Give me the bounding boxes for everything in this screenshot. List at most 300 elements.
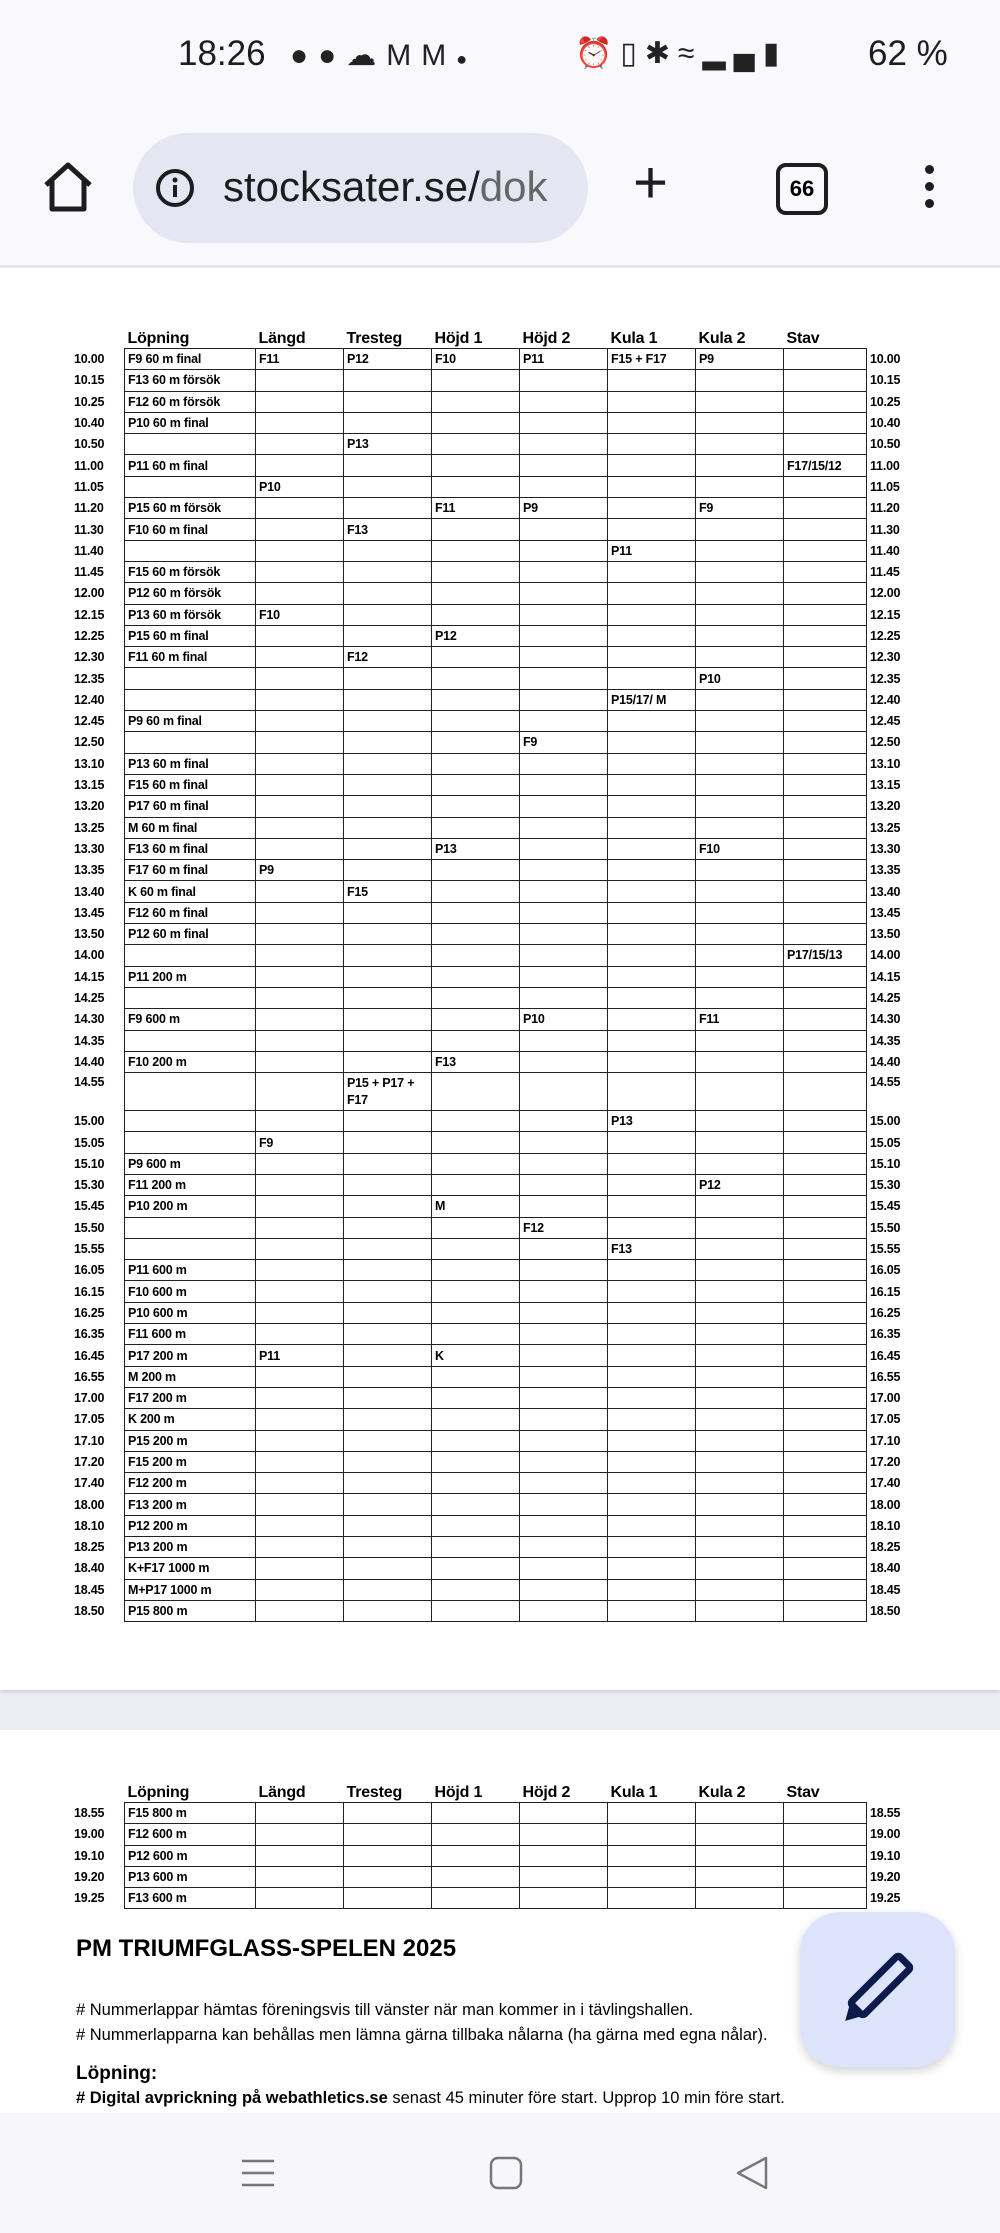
tresteg-cell	[344, 1324, 432, 1345]
tresteg-cell	[344, 1345, 432, 1366]
time-cell: 11.40	[74, 543, 104, 558]
kula2-cell	[696, 1153, 784, 1174]
kula2-cell	[696, 689, 784, 710]
table-row	[71, 1387, 909, 1408]
time-right-cell: 12.45	[870, 714, 901, 729]
stav-cell	[784, 1111, 867, 1132]
tresteg-cell	[344, 1473, 432, 1494]
tresteg-cell	[344, 1260, 432, 1281]
hojd2-cell	[520, 1153, 608, 1174]
browser-toolbar	[0, 115, 1000, 267]
hojd2-cell	[520, 1515, 608, 1536]
langd-cell	[256, 711, 344, 732]
lopning-cell: F9 60 m final	[125, 349, 256, 370]
stav-cell	[784, 1579, 867, 1600]
time-cell: 18.10	[74, 1518, 105, 1533]
column-header-tresteg: Tresteg	[346, 330, 403, 347]
wifi-icon: ≈	[678, 37, 703, 70]
time-right-cell: 10.40	[870, 416, 901, 431]
lopning-cell: P11 600 m	[125, 1260, 256, 1281]
hojd1-cell	[432, 902, 520, 923]
lopning-cell: F12 60 m final	[125, 902, 256, 923]
kula1-cell	[608, 1051, 696, 1072]
lopning-cell: P12 600 m	[125, 1845, 256, 1866]
table-row	[71, 732, 909, 753]
time-right-cell: 10.50	[870, 437, 901, 452]
recents-menu-icon[interactable]	[240, 2155, 276, 2191]
langd-cell	[256, 647, 344, 668]
hojd2-cell	[520, 370, 608, 391]
table-row	[71, 711, 909, 732]
langd-cell	[256, 924, 344, 945]
kula1-cell	[608, 711, 696, 732]
kula2-cell	[696, 1600, 784, 1621]
table-row	[71, 1803, 909, 1824]
table-row	[71, 1888, 909, 1909]
hojd2-cell	[520, 1803, 608, 1824]
tresteg-cell	[344, 1451, 432, 1472]
klart-weather-icon: ☁	[346, 39, 387, 72]
time-right-cell: 14.25	[870, 991, 901, 1006]
hojd1-cell	[432, 583, 520, 604]
table-row	[71, 1430, 909, 1451]
hojd1-cell	[432, 647, 520, 668]
hojd2-cell	[520, 1430, 608, 1451]
hojd1-cell	[432, 987, 520, 1008]
kula2-cell	[696, 434, 784, 455]
table-row	[71, 391, 909, 412]
lopning-cell: P17 200 m	[125, 1345, 256, 1366]
hojd1-cell	[432, 1030, 520, 1051]
kula1-cell	[608, 647, 696, 668]
tresteg-cell	[344, 987, 432, 1008]
column-header-hojd1: Höjd 1	[434, 330, 483, 347]
hojd2-cell	[520, 1051, 608, 1072]
new-tab-icon[interactable]: +	[633, 149, 669, 216]
hojd1-cell	[432, 966, 520, 987]
column-header-time	[71, 1780, 125, 1803]
time-cell: 12.30	[74, 650, 105, 665]
hojd1-cell	[432, 1281, 520, 1302]
table-row	[71, 455, 909, 476]
time-cell: 17.20	[74, 1454, 105, 1469]
kula2-cell	[696, 1217, 784, 1238]
hojd2-cell	[520, 902, 608, 923]
stav-cell	[784, 668, 867, 689]
edit-fab-button[interactable]	[800, 1912, 955, 2067]
langd-cell	[256, 668, 344, 689]
hojd2-cell	[520, 1537, 608, 1558]
time-right-cell: 19.20	[870, 1870, 901, 1885]
lopning-cell: F12 600 m	[125, 1824, 256, 1845]
hojd2-cell	[520, 881, 608, 902]
time-cell: 12.40	[74, 692, 105, 707]
tresteg-cell	[344, 1430, 432, 1451]
hojd1-cell	[432, 561, 520, 582]
home-square-icon[interactable]	[488, 2155, 524, 2191]
hojd1-cell	[432, 1366, 520, 1387]
time-right-cell: 12.00	[870, 586, 901, 601]
url-text[interactable]	[223, 163, 548, 211]
table-row	[71, 1324, 909, 1345]
stav-cell	[784, 1494, 867, 1515]
url-path: dok	[479, 163, 548, 210]
hojd1-cell	[432, 455, 520, 476]
hojd2-cell	[520, 945, 608, 966]
time-right-cell: 12.40	[870, 692, 901, 707]
lopning-cell: F10 200 m	[125, 1051, 256, 1072]
kula1-cell	[608, 1579, 696, 1600]
hojd1-cell	[432, 1888, 520, 1909]
kula2-cell	[696, 370, 784, 391]
address-bar[interactable]	[133, 133, 588, 243]
stav-cell	[784, 434, 867, 455]
time-cell: 19.25	[74, 1891, 105, 1906]
langd-cell	[256, 796, 344, 817]
hojd1-cell	[432, 796, 520, 817]
table-row	[71, 1174, 909, 1195]
time-cell: 17.40	[74, 1476, 105, 1491]
lopning-cell	[125, 1073, 256, 1111]
time-right-cell: 10.15	[870, 373, 901, 388]
kula1-cell	[608, 817, 696, 838]
kula2-cell	[696, 476, 784, 497]
kula1-cell	[608, 1866, 696, 1887]
hojd2-cell	[520, 540, 608, 561]
kula1-cell	[608, 1073, 696, 1111]
hojd2-cell	[520, 1174, 608, 1195]
stav-cell	[784, 1153, 867, 1174]
time-right-cell: 14.30	[870, 1012, 901, 1027]
time-right-cell: 11.20	[870, 501, 900, 516]
column-header-lopning: Löpning	[127, 1784, 190, 1801]
stav-cell	[784, 966, 867, 987]
kula2-cell	[696, 1579, 784, 1600]
time-right-cell: 17.10	[870, 1433, 901, 1448]
hojd2-cell	[520, 838, 608, 859]
langd-cell	[256, 1366, 344, 1387]
time-cell: 15.50	[74, 1220, 105, 1235]
hojd1-cell	[432, 434, 520, 455]
hojd1-cell	[432, 391, 520, 412]
hojd2-cell	[520, 1824, 608, 1845]
kula2-cell	[696, 1845, 784, 1866]
time-cell: 13.50	[74, 927, 105, 942]
langd-cell	[256, 625, 344, 646]
hojd1-cell: F10	[432, 349, 520, 370]
time-cell: 11.45	[74, 565, 104, 580]
time-cell: 10.40	[74, 416, 105, 431]
schedule-table	[71, 326, 909, 1622]
time-cell: 14.15	[74, 969, 105, 984]
langd-cell	[256, 1473, 344, 1494]
hojd1-cell	[432, 711, 520, 732]
tresteg-cell	[344, 455, 432, 476]
kula1-cell	[608, 1409, 696, 1430]
tresteg-cell	[344, 860, 432, 881]
tresteg-cell	[344, 412, 432, 433]
time-cell: 13.45	[74, 905, 105, 920]
lopning-cell: F15 60 m försök	[125, 561, 256, 582]
kula1-cell	[608, 1345, 696, 1366]
hojd1-cell	[432, 945, 520, 966]
stav-cell	[784, 1217, 867, 1238]
stav-cell	[784, 1845, 867, 1866]
hojd1-cell	[432, 519, 520, 540]
kula2-cell	[696, 625, 784, 646]
lopning-cell	[125, 1111, 256, 1132]
tresteg-cell	[344, 540, 432, 561]
column-header-kula1: Kula 1	[610, 330, 658, 347]
hojd2-cell	[520, 1111, 608, 1132]
tresteg-cell	[344, 1111, 432, 1132]
kula2-cell: F11	[696, 1009, 784, 1030]
tresteg-cell	[344, 1281, 432, 1302]
time-right-cell: 17.20	[870, 1454, 901, 1469]
column-header-kula2: Kula 2	[698, 1784, 746, 1801]
stav-cell	[784, 1174, 867, 1195]
langd-cell: F9	[256, 1132, 344, 1153]
schedule-table-continued	[71, 1780, 909, 1909]
hojd1-cell	[432, 1515, 520, 1536]
url-domain: stocksater.se/	[223, 163, 480, 210]
lopning-cell: M 60 m final	[125, 817, 256, 838]
tresteg-cell	[344, 1030, 432, 1051]
hojd1-cell	[432, 1387, 520, 1408]
time-right-cell: 13.25	[870, 820, 901, 835]
kula1-cell	[608, 1281, 696, 1302]
kula1-cell	[608, 966, 696, 987]
kula2-cell: P9	[696, 349, 784, 370]
stav-cell	[784, 647, 867, 668]
stav-cell	[784, 987, 867, 1008]
lopning-cell: F11 200 m	[125, 1174, 256, 1195]
table-row	[71, 412, 909, 433]
android-nav-bar	[0, 2113, 1000, 2233]
table-row	[71, 902, 909, 923]
hojd1-cell	[432, 412, 520, 433]
lopning-cell: P15 60 m final	[125, 625, 256, 646]
lopning-cell: F12 200 m	[125, 1473, 256, 1494]
time-right-cell: 13.50	[870, 927, 901, 942]
column-header-lopning: Löpning	[127, 330, 190, 347]
tresteg-cell	[344, 1803, 432, 1824]
table-row	[71, 1196, 909, 1217]
column-header-kula1: Kula 1	[610, 1784, 658, 1801]
hojd2-cell	[520, 689, 608, 710]
kula2-cell: F9	[696, 498, 784, 519]
tresteg-cell	[344, 1824, 432, 1845]
stav-cell	[784, 1366, 867, 1387]
stav-cell	[784, 1132, 867, 1153]
hojd2-cell	[520, 412, 608, 433]
lopning-cell	[125, 434, 256, 455]
vibrate-icon: ▯	[620, 37, 645, 70]
stav-cell	[784, 1600, 867, 1621]
langd-cell	[256, 881, 344, 902]
langd-cell	[256, 1845, 344, 1866]
webathletics-text: # Digital avprickning på webathletics.se	[76, 2089, 388, 2107]
kula2-cell	[696, 966, 784, 987]
time-cell: 13.20	[74, 799, 105, 814]
hojd2-cell	[520, 817, 608, 838]
stav-cell	[784, 1558, 867, 1579]
kula2-cell	[696, 1366, 784, 1387]
tresteg-cell	[344, 1409, 432, 1430]
kula1-cell	[608, 1473, 696, 1494]
kula1-cell	[608, 1174, 696, 1195]
hojd1-cell	[432, 668, 520, 689]
tresteg-cell	[344, 1537, 432, 1558]
table-row	[71, 817, 909, 838]
time-cell: 10.00	[74, 352, 105, 367]
hojd1-cell	[432, 1451, 520, 1472]
time-right-cell: 18.45	[870, 1582, 901, 1597]
time-cell: 18.40	[74, 1561, 105, 1576]
table-row	[71, 1866, 909, 1887]
langd-cell	[256, 412, 344, 433]
time-right-cell: 19.10	[870, 1848, 901, 1863]
time-cell: 18.00	[74, 1497, 105, 1512]
hojd2-cell	[520, 476, 608, 497]
system-icons	[575, 36, 787, 71]
stav-cell	[784, 583, 867, 604]
time-right-cell: 17.00	[870, 1391, 901, 1406]
kula1-cell	[608, 796, 696, 817]
lopning-cell: P9 600 m	[125, 1153, 256, 1174]
info-icon[interactable]	[155, 168, 195, 208]
stav-cell	[784, 774, 867, 795]
time-right-cell: 15.50	[870, 1220, 901, 1235]
tab-switcher-button[interactable]: 66	[776, 163, 828, 215]
hojd2-cell	[520, 1345, 608, 1366]
hojd2-cell	[520, 604, 608, 625]
table-row	[71, 519, 909, 540]
hojd2-cell	[520, 966, 608, 987]
lopning-cell	[125, 1132, 256, 1153]
tresteg-cell	[344, 711, 432, 732]
hojd1-cell	[432, 1073, 520, 1111]
back-icon[interactable]	[734, 2155, 770, 2191]
time-right-cell: 16.05	[870, 1263, 901, 1278]
langd-cell	[256, 945, 344, 966]
kula1-cell	[608, 732, 696, 753]
hojd1-cell	[432, 1174, 520, 1195]
time-right-cell: 16.55	[870, 1369, 901, 1384]
langd-cell	[256, 1866, 344, 1887]
stav-cell	[784, 1238, 867, 1259]
time-cell: 16.15	[74, 1284, 105, 1299]
stav-cell	[784, 1009, 867, 1030]
time-right-cell: 16.15	[870, 1284, 901, 1299]
tresteg-cell	[344, 561, 432, 582]
hojd1-cell	[432, 1803, 520, 1824]
hojd1-cell	[432, 1324, 520, 1345]
lopning-cell: F11 60 m final	[125, 647, 256, 668]
tresteg-cell: P12	[344, 349, 432, 370]
lopning-cell: P12 60 m försök	[125, 583, 256, 604]
langd-cell	[256, 1888, 344, 1909]
stav-cell	[784, 796, 867, 817]
tresteg-cell: F13	[344, 519, 432, 540]
hojd2-cell	[520, 1324, 608, 1345]
time-right-cell: 11.00	[870, 458, 900, 473]
tresteg-cell	[344, 476, 432, 497]
tresteg-cell	[344, 1866, 432, 1887]
hojd2-cell	[520, 1260, 608, 1281]
stav-cell	[784, 370, 867, 391]
table-row	[71, 583, 909, 604]
table-row	[71, 1051, 909, 1072]
time-cell: 14.25	[74, 991, 105, 1006]
lopning-cell: P11 60 m final	[125, 455, 256, 476]
langd-cell	[256, 987, 344, 1008]
lopning-cell: K 200 m	[125, 1409, 256, 1430]
kula2-cell	[696, 604, 784, 625]
hojd1-cell	[432, 1132, 520, 1153]
kula2-cell	[696, 753, 784, 774]
lopning-cell: P12 200 m	[125, 1515, 256, 1536]
hojd2-cell	[520, 391, 608, 412]
kula1-cell	[608, 1030, 696, 1051]
bluetooth-icon: ✱	[644, 37, 679, 70]
tresteg-cell	[344, 1174, 432, 1195]
hojd1-cell	[432, 1558, 520, 1579]
langd-cell	[256, 838, 344, 859]
kula1-cell	[608, 1430, 696, 1451]
kula1-cell	[608, 498, 696, 519]
table-row	[71, 1579, 909, 1600]
kula1-cell	[608, 561, 696, 582]
kula1-cell	[608, 455, 696, 476]
time-right-cell: 13.20	[870, 799, 901, 814]
table-row	[71, 987, 909, 1008]
kula1-cell	[608, 774, 696, 795]
hojd2-cell	[520, 1196, 608, 1217]
time-cell: 18.55	[74, 1806, 105, 1821]
stav-cell	[784, 1803, 867, 1824]
kula1-cell	[608, 391, 696, 412]
lopning-cell: F9 600 m	[125, 1009, 256, 1030]
langd-cell	[256, 1030, 344, 1051]
tresteg-cell	[344, 668, 432, 689]
kula2-cell	[696, 732, 784, 753]
table-row	[71, 561, 909, 582]
kula2-cell	[696, 860, 784, 881]
home-icon[interactable]	[38, 157, 98, 217]
table-row	[71, 668, 909, 689]
kula1-cell	[608, 1196, 696, 1217]
hojd2-cell: F12	[520, 1217, 608, 1238]
tresteg-cell: F15	[344, 881, 432, 902]
kula2-cell: F10	[696, 838, 784, 859]
hojd1-cell: K	[432, 1345, 520, 1366]
langd-cell	[256, 902, 344, 923]
langd-cell	[256, 1824, 344, 1845]
battery-icon: ▮	[762, 37, 788, 70]
kula2-cell	[696, 881, 784, 902]
kula2-cell	[696, 540, 784, 561]
time-cell: 15.30	[74, 1178, 105, 1193]
kula2-cell	[696, 1111, 784, 1132]
paragraph	[76, 2089, 785, 2108]
time-right-cell: 14.15	[870, 969, 901, 984]
time-cell: 15.10	[74, 1156, 105, 1171]
langd-cell	[256, 1430, 344, 1451]
more-menu-icon[interactable]	[925, 165, 935, 216]
table-row	[71, 1366, 909, 1387]
langd-cell	[256, 1451, 344, 1472]
